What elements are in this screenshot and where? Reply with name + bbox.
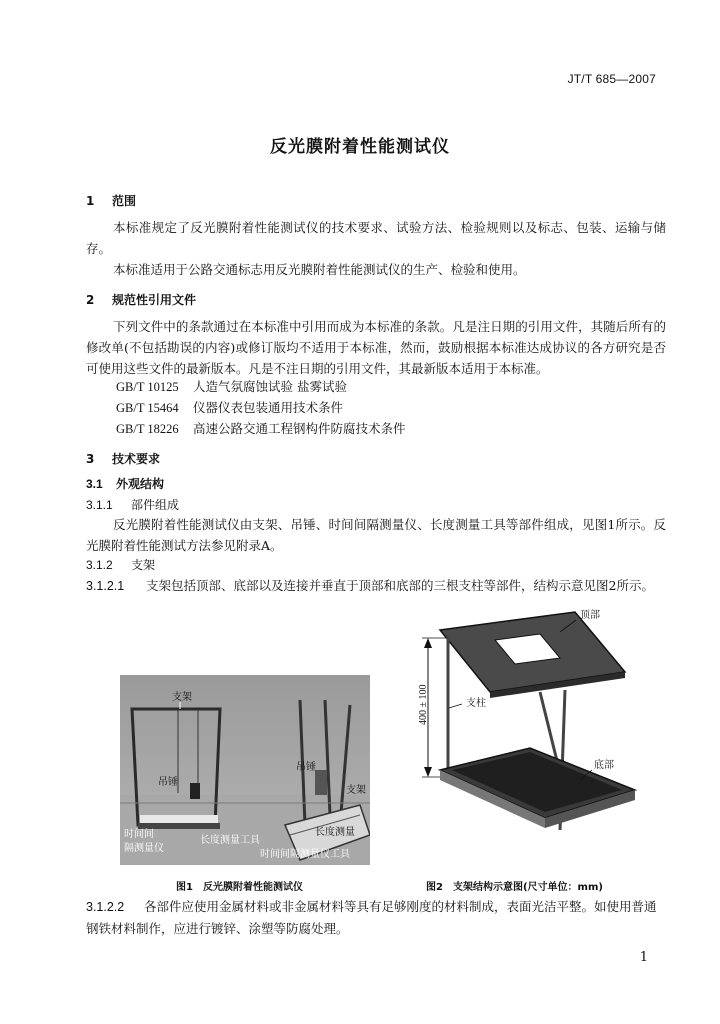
standard-code: JT/T 685—2007 <box>567 72 656 86</box>
section-number: 1 <box>86 194 95 208</box>
diagram-label-bottom: 底部 <box>594 760 614 771</box>
subsection-title: 部件组成 <box>131 498 180 512</box>
section-1-paragraph-2: 本标准适用于公路交通标志用反光膜附着性能测试仪的生产、检验和使用。 <box>113 262 526 277</box>
clause-number: 3.1.2.1 <box>86 579 125 593</box>
photo-label-timer-line1: 时间间 <box>124 829 154 840</box>
subsection-number: 3.1.1 <box>86 498 113 512</box>
figure-2-diagram <box>400 600 640 850</box>
diagram-label-column: 支柱 <box>466 698 486 709</box>
reference-item <box>116 398 343 416</box>
reference-name: 高速公路交通工程钢构件防腐技术条件 <box>193 421 406 436</box>
subsection-3-1-2 <box>86 556 155 573</box>
reference-name: 仪器仪表包装通用技术条件 <box>193 400 344 415</box>
section-2-paragraph: 下列文件中的条款通过在本标准中引用而成为本标准的条款。凡是注日期的引用文件，其随后所有的修改单(不包括勘误的内容)或修订版均不适用于本标准，然而，鼓励根据本标准达成协议的各方研究是否可使用这些文件的最新版本。凡是不注日期的引用文件，其最新版本适用于本标准。 <box>86 319 666 376</box>
clause-3-1-2-1 <box>86 576 654 594</box>
photo-label-timer-right: 时间间隔测量仪工具 <box>260 849 350 860</box>
section-number: 3 <box>86 452 95 466</box>
clause-number: 3.1.2.2 <box>86 900 125 914</box>
reference-code: GB/T 15464 <box>116 401 179 415</box>
figure-1-photo <box>120 675 370 865</box>
photo-label-hammer-right: 吊锤 <box>296 762 316 773</box>
section-number: 2 <box>86 293 95 307</box>
photo-label-support: 支架 <box>172 692 192 703</box>
reference-code: GB/T 10125 <box>116 380 179 394</box>
subsection-number: 3.1.2 <box>86 558 113 572</box>
section-title: 范围 <box>112 194 137 208</box>
section-title: 规范性引用文件 <box>112 293 197 307</box>
section-3-1-1-paragraph: 反光膜附着性能测试仪由支架、吊锤、时间间隔测量仪、长度测量工具等部件组成，见图1所示。反光膜附着性能测试方法参见附录A。 <box>86 517 666 553</box>
section-title: 技术要求 <box>112 452 161 466</box>
photo-label-support-right: 支架 <box>346 785 366 796</box>
reference-item <box>116 377 347 395</box>
figure-1-caption: 图1 反光膜附着性能测试仪 <box>176 882 303 893</box>
document-title: 反光膜附着性能测试仪 <box>270 137 450 157</box>
subsection-number: 3.1 <box>86 477 103 491</box>
clause-text: 各部件应使用金属材料或非金属材料等具有足够刚度的材料制成，表面光洁平整。如使用普通钢铁材料制作，应进行镀锌、涂塑等防腐处理。 <box>86 899 657 936</box>
dimension-label: 400 ± 100 <box>418 684 429 725</box>
reference-item <box>116 419 406 437</box>
subsection-3-1 <box>86 475 164 492</box>
section-3-heading <box>86 450 160 467</box>
photo-label-length-tool: 长度测量工具 <box>200 835 260 846</box>
reference-code: GB/T 18226 <box>116 422 179 436</box>
section-2-heading <box>86 291 196 308</box>
clause-text: 支架包括顶部、底部以及连接并垂直于顶部和底部的三根支柱等部件，结构示意见图2所示。 <box>146 578 654 593</box>
subsection-title: 外观结构 <box>116 477 165 491</box>
photo-label-hammer: 吊锤 <box>158 777 178 788</box>
diagram-label-top: 顶部 <box>580 610 600 621</box>
figure-2-caption: 图2 支架结构示意图(尺寸单位：mm) <box>426 882 603 893</box>
reference-name: 人造气氛腐蚀试验 盐雾试验 <box>193 379 347 394</box>
subsection-title: 支架 <box>131 558 156 572</box>
page-number: 1 <box>639 950 648 965</box>
subsection-3-1-1 <box>86 496 179 513</box>
section-1-heading <box>86 192 136 209</box>
photo-label-length-right: 长度测量 <box>315 827 355 838</box>
photo-label-timer-line2: 隔测量仪 <box>124 843 164 854</box>
clause-3-1-2-2 <box>86 896 666 939</box>
section-1-paragraph-1: 本标准规定了反光膜附着性能测试仪的技术要求、试验方法、检验规则以及标志、包装、运输与储存。 <box>86 220 666 256</box>
